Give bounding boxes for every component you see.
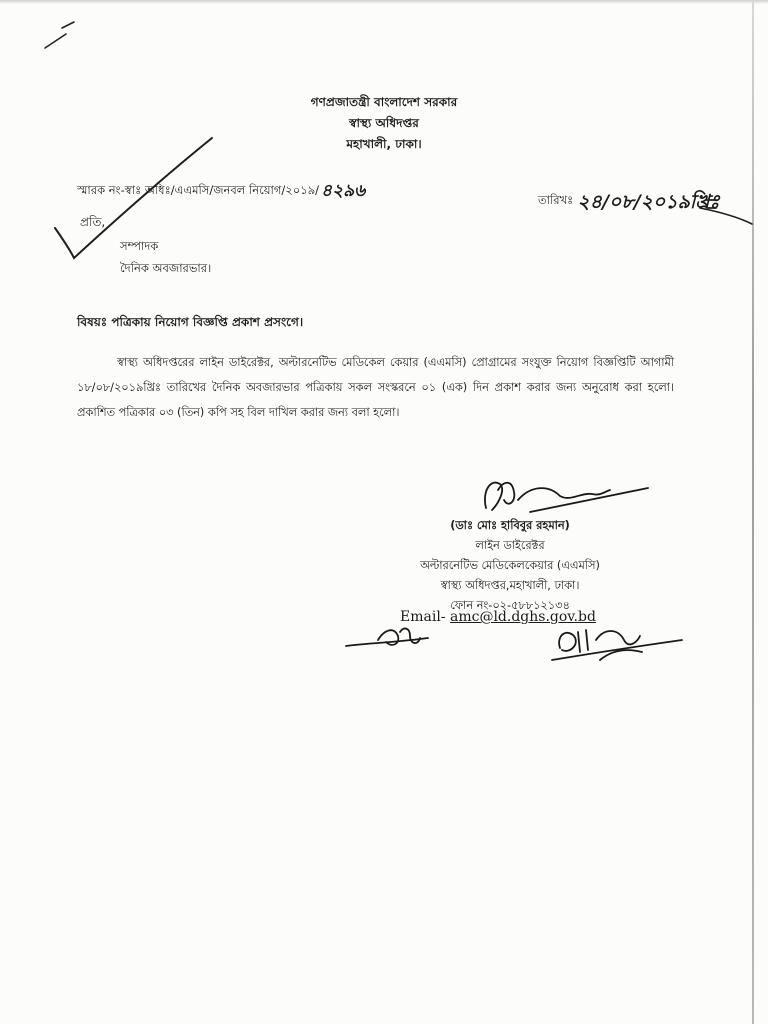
initial-signature-left bbox=[346, 629, 428, 646]
email-label: Email- bbox=[400, 609, 446, 625]
to-label: প্রতি, bbox=[80, 215, 106, 229]
date-handwritten-value: ২৪/০৮/২০১৯খ্রিঃ bbox=[577, 191, 720, 213]
recipient-title: সম্পাদক bbox=[120, 239, 159, 253]
signatory-title: লাইন ডাইরেক্টর bbox=[475, 539, 545, 552]
pen-mark bbox=[45, 22, 74, 48]
signatory-name: (ডাঃ মোঃ হাবিবুর রহমান) bbox=[450, 519, 570, 532]
dated-initial-signature bbox=[552, 630, 682, 660]
header-directorate: স্বাস্থ্য অধিদপ্তর bbox=[349, 116, 419, 130]
date-label: তারিখঃ bbox=[538, 193, 574, 207]
date-dash bbox=[706, 200, 716, 208]
check-mark bbox=[55, 138, 212, 258]
signatory-phone: ফোন নং-০২-৫৮৮১২১৩৪ bbox=[450, 599, 570, 612]
subject-line: বিষয়ঃ পত্রিকায় নিয়োগ বিজ্ঞপ্তি প্রকাশ প্রসংগে। bbox=[77, 315, 304, 329]
header-government: গণপ্রজাতন্ত্রী বাংলাদেশ সরকার bbox=[310, 95, 458, 109]
recipient-organization: দৈনিক অবজারভার। bbox=[120, 261, 212, 275]
signatory-office: স্বাস্থ্য অধিদপ্তর,মহাখালী, ঢাকা। bbox=[440, 579, 580, 592]
date-underline bbox=[700, 208, 752, 224]
main-signature bbox=[485, 483, 648, 512]
signatory-program: অল্টারনেটিভ মেডিকেলকেয়ার (এএমসি) bbox=[420, 559, 600, 572]
email-link[interactable]: amc@ld.dghs.gov.bd bbox=[449, 609, 596, 625]
memo-label: স্মারক নং-স্বাঃ অধিঃ/এএমসি/জনবল নিয়োগ/২০১৯/ bbox=[77, 183, 320, 197]
body-paragraph: স্বাস্থ্য অধিদপ্তরের লাইন ডাইরেক্টর, অল্টারনেটিভ মেডিকেল কেয়ার (এএমসি) প্রোগ্রামের সংযুক্ত নিয়োগ বিজ্ঞপ্তিটি আগামী ১৮/০৮/২০১৯খ্রিঃ তারিখের দৈনিক অবজারভার পত্রিকায় সকল সংস্করনে ০১ (এক) দিন প্রকাশ করার জন্য অনুরোধ করা হলো। প্রকাশিত পত্রিকার ০৩ (তিন) কপি সহ বিল দাখিল করার জন্য বলা হলো। bbox=[77, 356, 674, 419]
header-location: মহাখালী, ঢাকা। bbox=[346, 137, 422, 151]
memo-handwritten-number: ৪২৯৬ bbox=[321, 181, 366, 201]
